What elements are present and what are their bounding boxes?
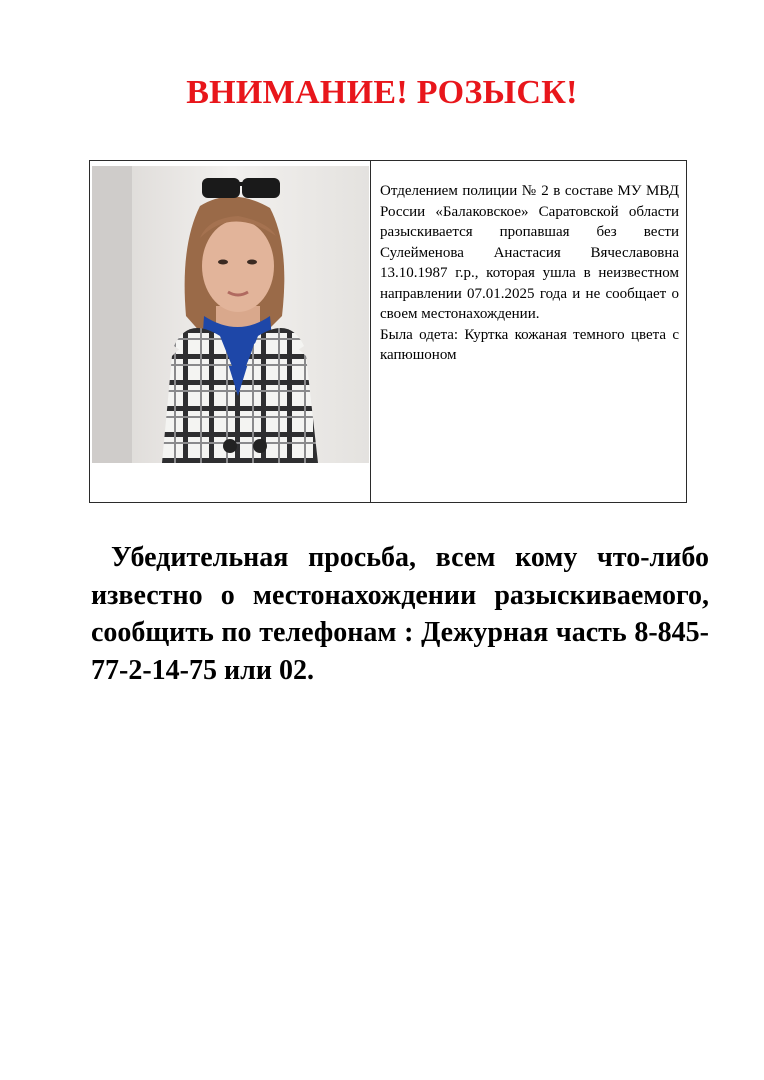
missing-person-photo [92, 166, 369, 463]
photo-cell [90, 161, 371, 502]
notice-table [89, 160, 687, 503]
description-cell [371, 161, 686, 502]
page-title: ВНИМАНИЕ! РОЗЫСК! [186, 74, 578, 111]
clothing-description: Была одета: Куртка кожаная темного цвета с капюшоном [380, 326, 679, 363]
contact-appeal: Убедительная просьба, всем кому что-либо известно о местонахождении разыскиваемого, сообщить по телефонам : Дежурная часть 8-845-77-2-14-75 или 02. [91, 542, 709, 686]
missing-person-description: Отделением полиции № 2 в составе МУ МВД России «Балаковское» Саратовской области разыскивается пропавшая без вести Сулейменова Анастасия Вячеславовна 13.10.1987 г.р., которая ушла в неизвестном направлении 07.01.2025 года и не сообщает о своем местонахождении. [380, 183, 679, 322]
